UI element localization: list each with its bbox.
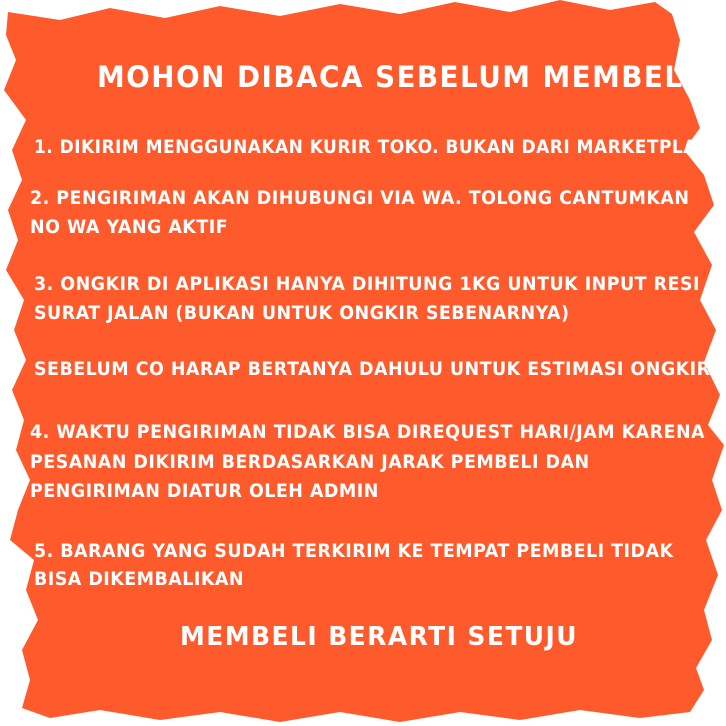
notice-item-2-line-1: 2. PENGIRIMAN AKAN DIHUBUNGI VIA WA. TOLONG CANTUMKAN [30,187,690,209]
notice-item-5-line-1: 5. BARANG YANG SUDAH TERKIRIM KE TEMPAT PEMBELI TIDAK [34,540,674,562]
notice-item-4-line-1: 4. WAKTU PENGIRIMAN TIDAK BISA DIREQUEST HARI/JAM KARENA [30,421,706,443]
notice-item-2-line-2: NO WA YANG AKTIF [30,216,229,238]
notice-item-3-line-2: SURAT JALAN (BUKAN UNTUK ONGKIR SEBENARNYA) [34,302,570,324]
notice-title: MOHON DIBACA SEBELUM MEMBELI [97,60,696,94]
notice-item-3-line-1: 3. ONGKIR DI APLIKASI HANYA DIHITUNG 1KG UNTUK INPUT RESI [34,273,700,295]
notice-footer: MEMBELI BERARTI SETUJU [180,622,578,652]
notice-note: SEBELUM CO HARAP BERTANYA DAHULU UNTUK ESTIMASI ONGKIR [34,358,711,380]
notice-item-1: 1. DIKIRIM MENGGUNAKAN KURIR TOKO. BUKAN DARI MARKETPLACE [34,136,722,158]
notice-item-4-line-2: PESANAN DIKIRIM BERDASARKAN JARAK PEMBELI DAN [30,451,590,473]
notice-item-4-line-3: PENGIRIMAN DIATUR OLEH ADMIN [30,480,379,502]
notice-item-5-line-2: BISA DIKEMBALIKAN [34,568,244,590]
